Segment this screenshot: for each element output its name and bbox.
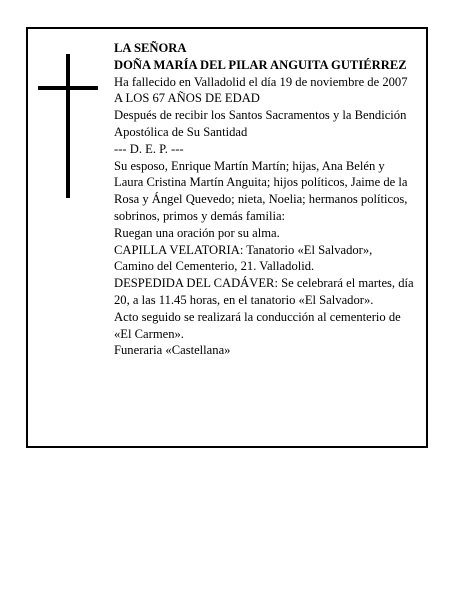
age-statement: A LOS 67 AÑOS DE EDAD: [114, 91, 260, 106]
farewell-info: DESPEDIDA DEL CADÁVER: Se celebrará el martes, día 20, a las 11.45 horas, en el tanatorio «El Salvador».: [114, 276, 414, 307]
death-announcement: Ha fallecido en Valladolid el día 19 de noviembre de 2007: [114, 74, 408, 89]
deceased-name: DOÑA MARÍA DEL PILAR ANGUITA GUTIÉRREZ: [114, 57, 407, 72]
obituary-text: [114, 40, 414, 359]
cross-vertical-bar: [66, 54, 70, 198]
sacraments-statement: Después de recibir los Santos Sacramentos y la Bendición Apostólica de Su Santidad: [114, 108, 407, 139]
family-list: Su esposo, Enrique Martín Martín; hijas, Ana Belén y Laura Cristina Martín Anguita; hijos políticos, Jaime de la Rosa y Ángel Quevedo; nieta, Noelia; hermanos políticos, sobrinos, primos y demás familia:: [114, 158, 408, 223]
cross-horizontal-bar: [38, 86, 98, 90]
burial-info: Acto seguido se realizará la conducción al cementerio de «El Carmen».: [114, 309, 401, 341]
prayer-request: Ruegan una oración por su alma.: [114, 225, 280, 240]
notice-heading: LA SEÑORA: [114, 41, 187, 55]
chapel-info: CAPILLA VELATORIA: Tanatorio «El Salvador», Camino del Cementerio, 21. Valladolid.: [114, 242, 373, 274]
rip-line: --- D. E. P. ---: [114, 141, 184, 156]
funeral-home: Funeraria «Castellana»: [114, 343, 231, 358]
cross-icon: [38, 54, 98, 198]
